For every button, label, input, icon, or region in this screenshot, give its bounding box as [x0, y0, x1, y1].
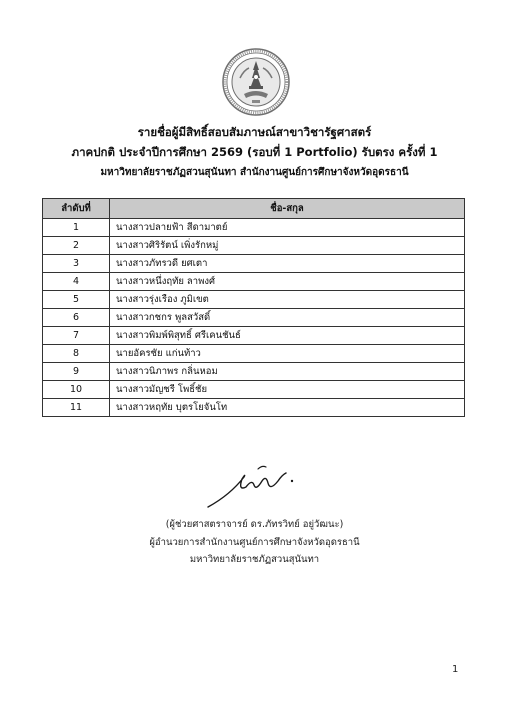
signatory-position: ผู้อำนวยการสำนักงานศูนย์การศึกษาจังหวัดอุดรธานี	[149, 537, 360, 548]
row-name: นางสาวรุ่งเรือง ภูมิเขต	[110, 291, 465, 309]
row-name: นางสาวปลายฟ้า สีดามาตย์	[110, 219, 465, 237]
row-name: นางสาวหฤทัย บุตรโยจันโท	[110, 399, 465, 417]
row-name: นางสาวมัญชรี โพธิ์ชัย	[110, 381, 465, 399]
candidate-table	[42, 198, 465, 417]
table-header-row	[43, 199, 465, 219]
table-row	[43, 309, 465, 327]
table-row	[43, 399, 465, 417]
signatory-organization: มหาวิทยาลัยราชภัฏสวนสุนันทา	[189, 554, 320, 565]
page-number: 1	[452, 664, 459, 675]
row-name: นางสาวศิริรัตน์ เพิ่งรักหมู่	[110, 237, 465, 255]
row-number: 6	[43, 309, 110, 327]
table-row	[43, 273, 465, 291]
table-row	[43, 255, 465, 273]
row-name: นายอัครชัย แก่นท้าว	[110, 345, 465, 363]
row-number: 3	[43, 255, 110, 273]
column-header-number: ลำดับที่	[43, 199, 110, 219]
row-name: นางสาวหนึ่งฤทัย ลาพงศ์	[110, 273, 465, 291]
row-number: 5	[43, 291, 110, 309]
signatory-name: (ผู้ช่วยศาสตราจารย์ ดร.ภัทรวิทย์ อยู่วัฒนะ)	[165, 519, 344, 530]
row-number: 8	[43, 345, 110, 363]
university-seal-logo	[222, 48, 290, 116]
row-number: 9	[43, 363, 110, 381]
row-name: นางสาวนิภาพร กลิ่นหอม	[110, 363, 465, 381]
row-name: นางสาวพิมพ์พิสุทธิ์ ศรีเคนชันธ์	[110, 327, 465, 345]
document-organization: มหาวิทยาลัยราชภัฏสวนสุนันทา สำนักงานศูนย์การศึกษาจังหวัดอุดรธานี	[100, 167, 409, 178]
row-name: นางสาวภัทรวดี ยศเตา	[110, 255, 465, 273]
row-number: 11	[43, 399, 110, 417]
table-row	[43, 363, 465, 381]
table-row	[43, 345, 465, 363]
row-name: นางสาวกชกร พูลสวัสดิ์	[110, 309, 465, 327]
row-number: 1	[43, 219, 110, 237]
handwritten-signature	[200, 455, 310, 515]
table-row	[43, 219, 465, 237]
table-row	[43, 237, 465, 255]
document-title: รายชื่อผู้มีสิทธิ์สอบสัมภาษณ์สาขาวิชารัฐศาสตร์	[137, 125, 372, 139]
row-number: 7	[43, 327, 110, 345]
row-number: 2	[43, 237, 110, 255]
table-row	[43, 327, 465, 345]
row-number: 10	[43, 381, 110, 399]
document-subtitle: ภาคปกติ ประจำปีการศึกษา 2569 (รอบที่ 1 Portfolio) รับตรง ครั้งที่ 1	[71, 145, 438, 159]
table-row	[43, 381, 465, 399]
row-number: 4	[43, 273, 110, 291]
column-header-name: ชื่อ-สกุล	[110, 199, 465, 219]
table-row	[43, 291, 465, 309]
